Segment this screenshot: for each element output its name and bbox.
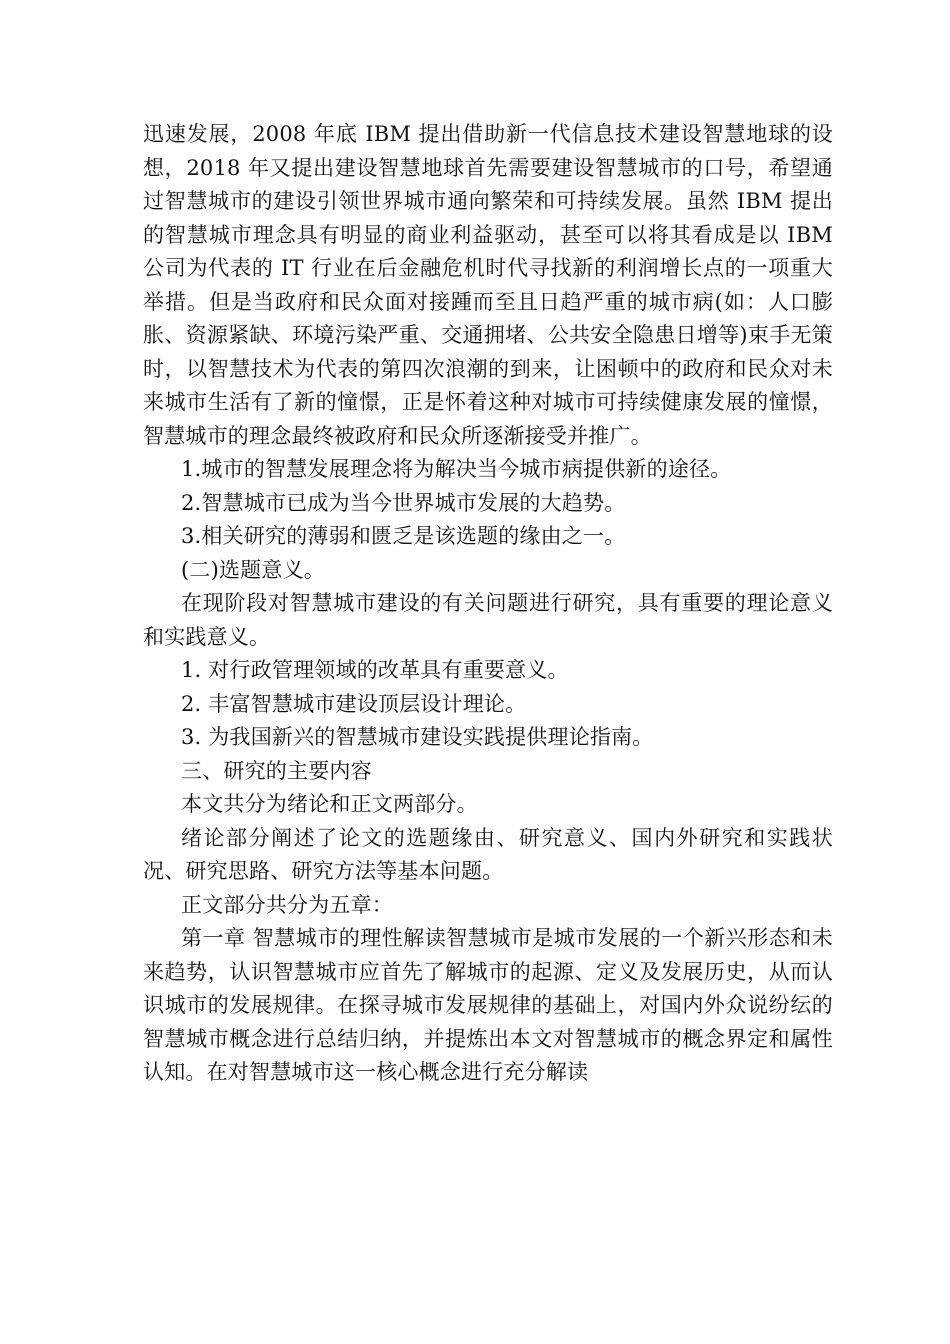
paragraph-structure: 本文共分为绪论和正文两部分。 xyxy=(181,792,478,816)
paragraph-intro-continued: 迅速发展，2008 年底 IBM 提出借助新一代信息技术建设智慧地球的设想，2018 年又提出建设智慧地球首先需要建设智慧城市的口号，希望通过智慧城市的建设引领世界城市通向繁荣和可持续发展。虽然 IBM 提出的智慧城市理念具有明显的商业利益驱动，甚至可以将其看成是以 IBM 公司为代表的 IT 行业在后金融危机时代寻找新的利润增长点的一项重大举措。但是当政府和民众面对接踵而至且日趋严重的城市病(如：人口膨胀、资源紧缺、环境污染严重、交通拥堵、公共安全隐患日增等)束手无策时，以智慧技术为代表的第四次浪潮的到来，让困顿中的政府和民众对未来城市生活有了新的憧憬，正是怀着这种对城市可持续健康发展的憧憬，智慧城市的理念最终被政府和民众所逐渐接受并推广。 xyxy=(143,122,833,448)
section-heading-main-content: 三、研究的主要内容 xyxy=(181,758,372,783)
list-item-reason-1: 1.城市的智慧发展理念将为解决当今城市病提供新的途径。 xyxy=(181,457,732,481)
list-item-reason-3: 3.相关研究的薄弱和匮乏是该选题的缘由之一。 xyxy=(181,524,626,548)
paragraph-chapter-one: 第一章 智慧城市的理性解读智慧城市是城市发展的一个新兴形态和未来趋势，认识智慧城市应首先了解城市的起源、定义及发展历史，从而认识城市的发展规律。在探寻城市发展规律的基础上，对国内外众说纷纭的智慧城市概念进行总结归纳，并提炼出本文对智慧城市的概念界定和属性认知。在对智慧城市这一核心概念进行充分解读 xyxy=(143,926,833,1084)
paragraph-main-part: 正文部分共分为五章： xyxy=(181,892,393,917)
paragraph-significance: 在现阶段对智慧城市建设的有关问题进行研究，具有重要的理论意义和实践意义。 xyxy=(143,591,833,649)
list-item-reason-2: 2.智慧城市已成为当今世界城市发展的大趋势。 xyxy=(181,490,626,515)
document-page xyxy=(143,118,833,1090)
section-heading-significance: (二)选题意义。 xyxy=(181,557,325,582)
paragraph-introduction-part: 绪论部分阐述了论文的选题缘由、研究意义、国内外研究和实践状况、研究思路、研究方法等基本问题。 xyxy=(143,825,833,883)
list-item-significance-1: 1. 对行政管理领域的改革具有重要意义。 xyxy=(181,658,569,682)
list-item-significance-2: 2. 丰富智慧城市建设顶层设计理论。 xyxy=(181,691,527,716)
list-item-significance-3: 3. 为我国新兴的智慧城市建设实践提供理论指南。 xyxy=(181,725,654,749)
